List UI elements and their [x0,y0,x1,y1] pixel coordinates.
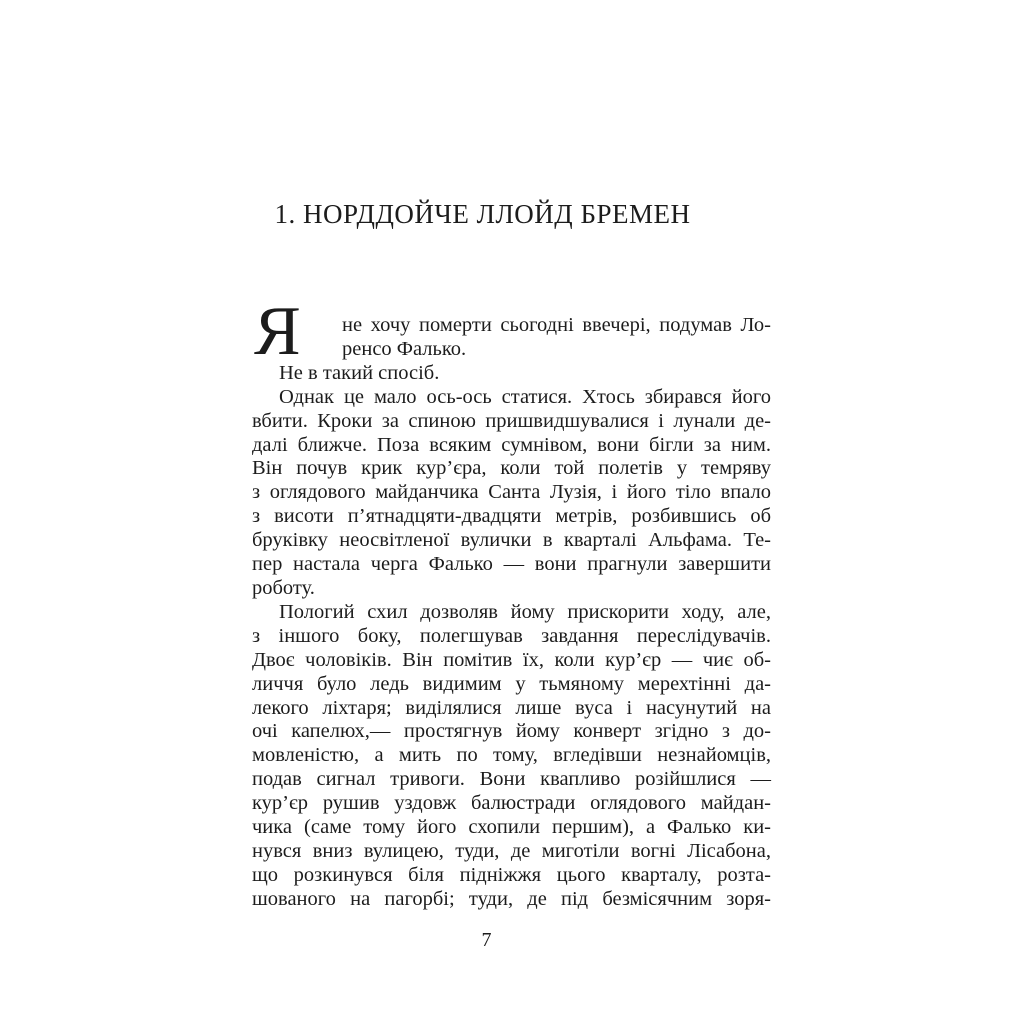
paragraph [252,293,771,370]
text-line: з оглядового майданчика Санта Лузія, і його тіло впало [252,481,771,504]
text-line: нувся вниз вулицею, туди, де миготіли вогні Лісабона, [252,839,771,862]
body-text [252,293,771,912]
text-line: подав сигнал тривоги. Вони квапливо розійшлися — [252,768,771,791]
text-line: лекого ліхтаря; виділялися лише вуса і насунутий на [252,696,771,719]
drop-cap-letter: Я [254,293,301,370]
chapter-title: 1. НОРДДОЙЧЕ ЛЛОЙД БРЕМЕН [274,199,691,229]
text-line: не хочу померти сьогодні ввечері, подумав Ло- [342,314,771,336]
text-line: пер настала черга Фалько — вони прагнули завершити [252,553,771,576]
text-line: личчя було ледь видимим у тьмяному мерехтінні да- [252,672,771,695]
page-number: 7 [481,929,492,951]
text-line: далі ближче. Поза всяким сумнівом, вони бігли за ним. [252,433,771,456]
drop-cap [252,293,342,370]
text-line: чика (саме тому його схопили першим), а Фалько ки- [252,816,771,839]
text-line: бруківку неосвітленої вулички в кварталі Альфама. Те- [252,529,771,552]
text-line: кур’єр рушив уздовж балюстради оглядового майдан- [252,792,771,815]
text-line: Він почув крик кур’єра, коли той полетів у темряву [252,457,771,480]
text-line: з висоти п’ятнадцяти-двадцяти метрів, розбившись об [252,505,771,528]
text-line: що розкинувся біля підніжжя цього кварталу, розта- [252,863,771,886]
text-line: роботу. [252,576,315,599]
text-line: Пологий схил дозволяв йому прискорити ходу, але, [279,600,771,623]
text-line: Однак це мало ось-ось статися. Хтось збирався його [279,385,771,408]
paragraph [252,601,771,912]
text-line: Не в такий спосіб. [279,361,440,384]
paragraph [252,362,771,386]
text-line: Двоє чоловіків. Він помітив їх, коли кур’єр — чиє об- [252,648,771,671]
text-line: вбити. Кроки за спиною пришвидшувалися і лунали де- [252,409,771,432]
text-line: з іншого боку, полегшував завдання переслідувачів. [252,624,771,647]
text-line: мовленістю, а мить по тому, вгледівши незнайомців, [252,744,771,767]
text-line: ренсо Фалько. [342,337,467,360]
text-line: шованого на пагорбі; туди, де під безмісячним зоря- [252,887,771,910]
paragraph [252,386,771,601]
text-line: очі капелюх,— простягнув йому конверт згідно з до- [252,720,771,743]
